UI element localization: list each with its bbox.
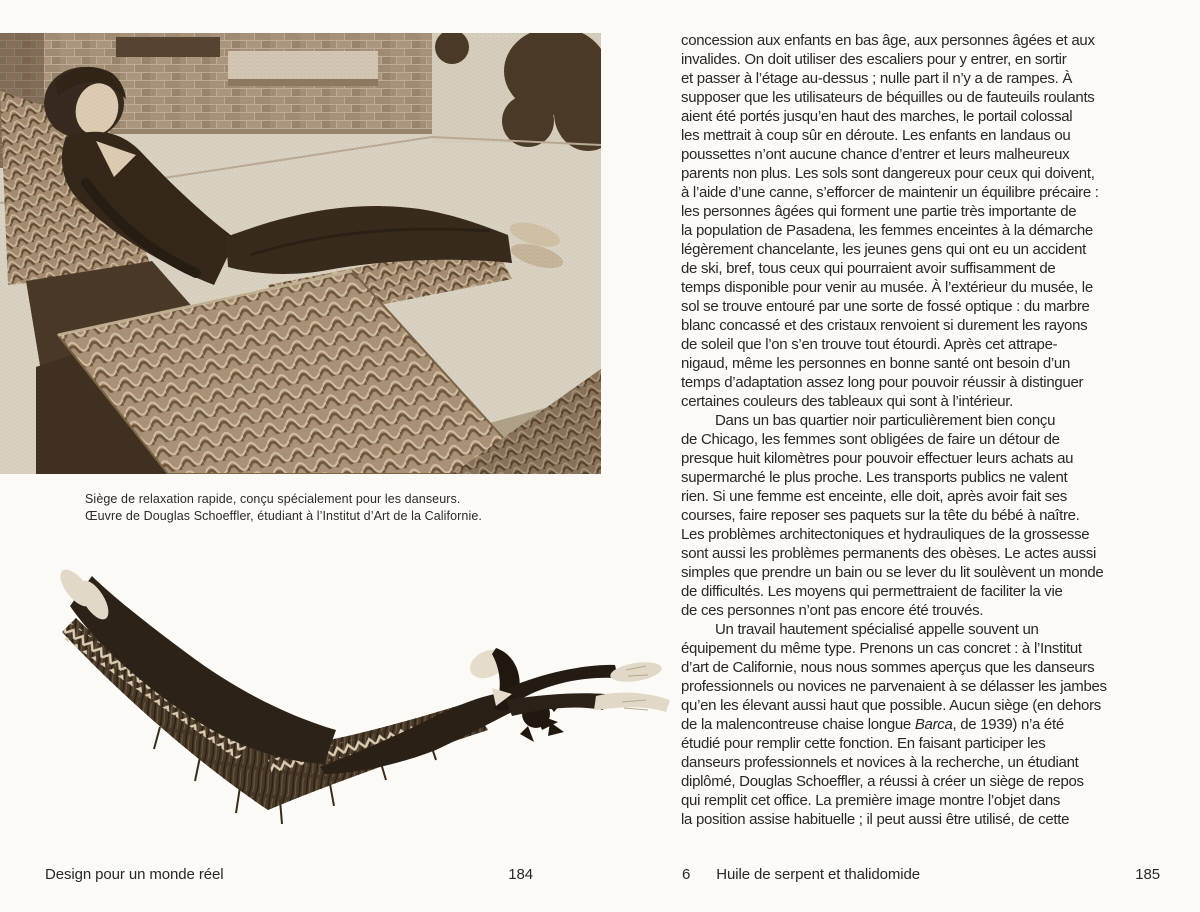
torso-leotard	[320, 692, 520, 774]
body-text-line: de ski, bref, tous ceux qui pourraient avoir suffisamment de	[681, 260, 1056, 277]
sepia-wash	[0, 33, 601, 474]
body-text-line: les personnes âgées qui forment une partie très importante de	[681, 203, 1077, 220]
body-text-line: qu’en les élevant aussi haut que possible. Aucun siège (en dehors	[681, 697, 1101, 714]
body-text-line: diplômé, Douglas Schoeffler, a réussi à créer un siège de repos	[681, 773, 1084, 790]
body-text-line: presque huit kilomètres pour pouvoir effectuer leurs achats au	[681, 450, 1074, 467]
photo-caption	[85, 491, 605, 525]
body-text-line: rien. Si une femme est enceinte, elle doit, après avoir fait ses	[681, 488, 1068, 505]
body-text-line: parents non plus. Les sols sont dangereux pour ceux qui doivent,	[681, 165, 1095, 182]
body-text-line: supermarché le plus proche. Les transports publics ne valent	[681, 469, 1068, 486]
body-text-line: temps d’adaptation assez long pour pouvoir réussir à distinguer	[681, 374, 1084, 391]
body-text-line: la position assise habituelle ; il peut aussi être utilisé, de cette	[681, 811, 1070, 828]
body-text-line: invalides. On doit utiliser des escaliers pour y entrer, en sortir	[681, 51, 1067, 68]
photo-relaxation-seat-seated-illustration	[0, 33, 601, 474]
body-text-line: d’art de Californie, nous nous sommes aperçus que les danseurs	[681, 659, 1095, 676]
caption-line-1: Siège de relaxation rapide, conçu spécialement pour les danseurs.	[85, 492, 461, 506]
body-text-line: poussettes n’ont aucune chance d’entrer et leurs malheureux	[681, 146, 1070, 163]
body-text-line: nigaud, même les personnes en bonne santé ont besoin d’un	[681, 355, 1071, 372]
chapter-number: 6	[682, 866, 691, 883]
caption-line-2: Œuvre de Douglas Schoeffler, étudiant à l’Institut d’Art de la Californie.	[85, 509, 482, 523]
body-text-line: simples que prendre un bain ou se lever du lit soulèvent un monde	[681, 564, 1104, 581]
body-text-line: danseurs professionnels et novices à la recherche, un étudiant	[681, 754, 1079, 771]
body-text-line: étudié pour remplir cette fonction. En faisant participer les	[681, 735, 1046, 752]
body-text-line: de la malencontreuse chaise longue Barca, de 1939) n’a été	[681, 716, 1064, 733]
body-text-line: certaines couleurs des tableaux qui sont à l’intérieur.	[681, 393, 1014, 410]
body-text-line: et passer à l’étage au-dessus ; nulle part il n’y a de rampes. À	[681, 70, 1073, 87]
photo-relaxation-seat-reclined	[40, 552, 680, 852]
body-text-line: de soleil que l’on s’en trouve tout étourdi. Après cet attrape-	[681, 336, 1058, 353]
body-text-line: légèrement chancelante, les jeunes gens qui ont eu un accident	[681, 241, 1087, 258]
body-text-line: sol se trouve entouré par une sorte de fossé optique : du marbre	[681, 298, 1090, 315]
page-number-right: 185	[1135, 866, 1160, 883]
body-text-line: courses, faire reposer ses paquets sur la tête du bébé à naître.	[681, 507, 1080, 524]
body-text-line: à l’aide d’une canne, s’efforcer de maintenir un équilibre précaire :	[681, 184, 1099, 201]
body-text-line: supposer que les utilisateurs de béquilles ou de fauteuils roulants	[681, 89, 1095, 106]
body-text-line: professionnels ou novices ne parvenaient à se délasser les jambes	[681, 678, 1107, 695]
body-text-line: équipement du même type. Prenons un cas concret : à l’Institut	[681, 640, 1082, 657]
page-number-left: 184	[508, 866, 533, 883]
body-text-column	[681, 31, 1161, 829]
body-text-line: concession aux enfants en bas âge, aux personnes âgées et aux	[681, 32, 1095, 49]
book-title: Design pour un monde réel	[45, 866, 224, 883]
body-text-line: temps disponible pour venir au musée. À l’extérieur du musée, le	[681, 279, 1093, 296]
body-text-line: de difficultés. Les moyens qui permettraient de faciliter la vie	[681, 583, 1063, 600]
photo-relaxation-seat-seated	[0, 33, 601, 474]
body-text-line: les mettrait à coup sûr en déroute. Les enfants en landaus ou	[681, 127, 1071, 144]
right-page-footer	[682, 866, 1160, 886]
body-text-line: la population de Pasadena, les femmes enceintes à la démarche	[681, 222, 1093, 239]
body-text-line: qui remplit cet office. La première image montre l’objet dans	[681, 792, 1061, 809]
body-text-line: de Chicago, les femmes sont obligées de faire un détour de	[681, 431, 1060, 448]
body-text-line: sont aussi les problèmes permanents des obèses. Le actes aussi	[681, 545, 1096, 562]
body-text-line: blanc concassé et des cristaux renvoient si durement les rayons	[681, 317, 1088, 334]
body-text-line: de ces personnes n’ont pas encore été trouvés.	[681, 602, 984, 619]
left-page-footer	[45, 866, 533, 886]
body-text-line: Un travail hautement spécialisé appelle souvent un	[715, 621, 1039, 638]
body-text-line: aient été portés jusqu’en haut des marches, le portail colossal	[681, 108, 1073, 125]
body-text-line: Les problèmes architectoniques et hydrauliques de la grossesse	[681, 526, 1090, 543]
photo-relaxation-seat-reclined-illustration	[40, 552, 680, 852]
chapter-title: Huile de serpent et thalidomide	[716, 866, 920, 883]
body-text-line: Dans un bas quartier noir particulièrement bien conçu	[715, 412, 1056, 429]
